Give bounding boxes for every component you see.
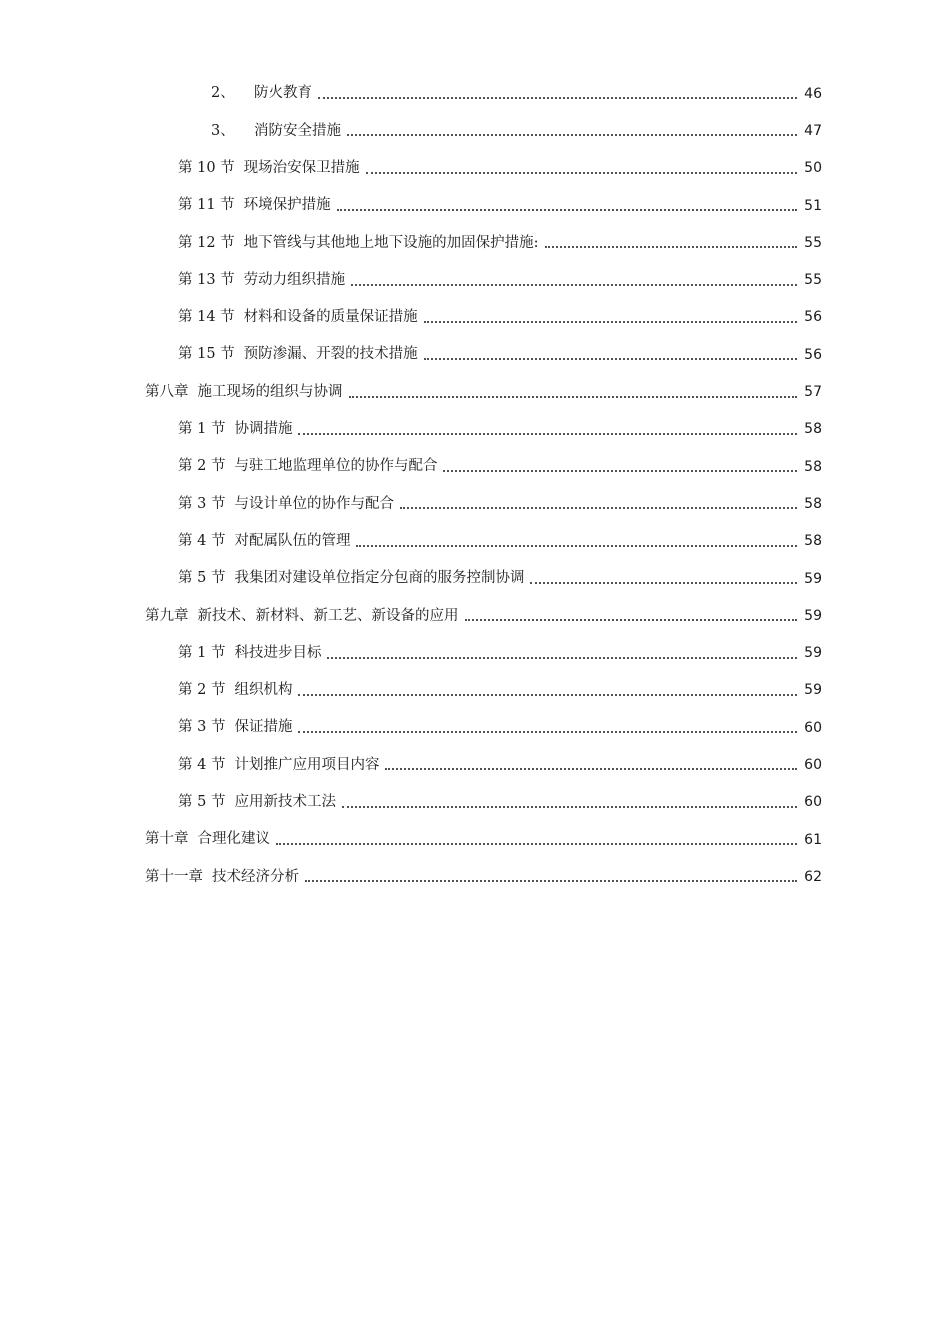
dot-leader — [356, 544, 797, 547]
toc-entry-number: 第 4 节 — [178, 756, 226, 773]
toc-entry-number: 第 1 节 — [178, 644, 226, 661]
toc-entry-title: 合理化建议 — [197, 831, 270, 848]
toc-entry-number: 第十章 — [145, 831, 189, 848]
toc-entry-page: 57 — [804, 384, 822, 401]
dot-leader — [424, 357, 797, 360]
toc-entry-label — [145, 385, 343, 400]
toc-entry-number: 第 1 节 — [178, 421, 226, 438]
toc-entry[interactable] — [0, 150, 950, 187]
toc-entry-page: 59 — [804, 570, 822, 587]
toc-entry-number: 第 12 节 — [178, 234, 235, 251]
toc-entry-title: 施工现场的组织与协调 — [197, 383, 343, 400]
toc-entry-label — [178, 347, 418, 362]
toc-entry-number: 第 14 节 — [178, 309, 235, 326]
toc-entry-number: 3、 — [211, 122, 235, 139]
toc-entry-page: 58 — [804, 421, 822, 438]
toc-entry-page: 60 — [804, 794, 822, 811]
dot-leader — [298, 730, 797, 733]
toc-entry-number: 第 13 节 — [178, 271, 235, 288]
toc-entry-page: 58 — [804, 533, 822, 550]
table-of-contents — [0, 75, 950, 896]
dot-leader — [465, 618, 798, 621]
toc-entry-page: 56 — [804, 346, 822, 363]
toc-entry-page: 59 — [804, 645, 822, 662]
dot-leader — [366, 171, 797, 174]
toc-entry-page: 46 — [804, 85, 822, 102]
toc-entry[interactable] — [0, 224, 950, 261]
toc-entry[interactable] — [0, 597, 950, 634]
dot-leader — [443, 469, 797, 472]
toc-entry-label — [145, 870, 299, 885]
toc-entry-label — [178, 534, 350, 549]
toc-entry-title: 现场治安保卫措施 — [243, 159, 360, 176]
toc-entry-title: 计划推广应用项目内容 — [234, 756, 380, 773]
toc-entry-page: 60 — [804, 756, 822, 773]
toc-entry-number: 第 3 节 — [178, 495, 226, 512]
toc-entry-number: 第 15 节 — [178, 346, 235, 363]
toc-entry-label — [178, 310, 418, 325]
toc-entry-label — [145, 609, 459, 624]
toc-entry-title: 应用新技术工法 — [234, 794, 336, 811]
toc-entry-label — [178, 795, 336, 810]
dot-leader — [298, 432, 797, 435]
toc-entry-page: 56 — [804, 309, 822, 326]
toc-entry-label — [178, 422, 292, 437]
toc-entry-label — [178, 758, 379, 773]
toc-entry[interactable] — [0, 821, 950, 858]
toc-entry-title: 组织机构 — [234, 682, 293, 699]
toc-entry-title: 技术经济分析 — [212, 868, 299, 885]
toc-entry-page: 60 — [804, 719, 822, 736]
toc-entry-label — [178, 497, 394, 512]
toc-entry-page: 58 — [804, 495, 822, 512]
toc-entry[interactable] — [0, 187, 950, 224]
toc-entry-number: 第 2 节 — [178, 682, 226, 699]
toc-entry-label — [178, 459, 437, 474]
toc-entry[interactable] — [0, 261, 950, 298]
dot-leader — [349, 395, 798, 398]
toc-entry-title: 劳动力组织措施 — [243, 271, 346, 288]
dot-leader — [385, 767, 797, 770]
toc-entry-title: 地下管线与其他地上地下设施的加固保护措施: — [243, 234, 539, 251]
toc-entry-label — [178, 720, 292, 735]
toc-entry-title: 预防渗漏、开裂的技术措施 — [243, 346, 418, 363]
toc-entry-number: 第 2 节 — [178, 458, 226, 475]
toc-entry[interactable] — [0, 746, 950, 783]
toc-entry-page: 55 — [804, 272, 822, 289]
toc-entry-number: 第 5 节 — [178, 570, 226, 587]
dot-leader — [298, 693, 797, 696]
dot-leader — [347, 133, 797, 136]
toc-entry-number: 第 3 节 — [178, 719, 226, 736]
toc-entry-title: 材料和设备的质量保证措施 — [243, 309, 418, 326]
toc-entry-label — [178, 161, 360, 176]
dot-leader — [351, 283, 797, 286]
toc-entry-number: 第 10 节 — [178, 159, 235, 176]
toc-entry-number: 2、 — [211, 85, 235, 102]
toc-entry[interactable] — [0, 485, 950, 522]
toc-entry-title: 防火教育 — [254, 85, 312, 102]
toc-entry-label — [211, 124, 341, 139]
toc-entry-label — [178, 646, 321, 661]
toc-entry-title: 与驻工地监理单位的协作与配合 — [234, 458, 438, 475]
toc-entry-number: 第 5 节 — [178, 794, 226, 811]
dot-leader — [318, 96, 797, 99]
dot-leader — [424, 320, 797, 323]
dot-leader — [305, 879, 797, 882]
toc-entry[interactable] — [0, 299, 950, 336]
dot-leader — [545, 245, 797, 248]
toc-entry-title: 新技术、新材料、新工艺、新设备的应用 — [197, 607, 459, 624]
dot-leader — [342, 805, 797, 808]
toc-entry-title: 消防安全措施 — [254, 122, 341, 139]
toc-entry-page: 62 — [804, 868, 822, 885]
toc-entry[interactable] — [0, 784, 950, 821]
toc-entry[interactable] — [0, 634, 950, 671]
toc-entry-page: 55 — [804, 234, 822, 251]
toc-entry-title: 协调措施 — [234, 421, 293, 438]
toc-entry-label — [178, 198, 331, 213]
toc-entry-label — [178, 236, 539, 251]
toc-entry[interactable] — [0, 112, 950, 149]
toc-entry-title: 对配属队伍的管理 — [234, 532, 351, 549]
toc-entry[interactable] — [0, 411, 950, 448]
toc-entry[interactable] — [0, 709, 950, 746]
toc-entry-title: 保证措施 — [234, 719, 293, 736]
toc-entry-page: 59 — [804, 682, 822, 699]
toc-entry-label — [211, 86, 312, 101]
toc-entry-number: 第十一章 — [145, 868, 203, 885]
toc-entry-page: 51 — [804, 197, 822, 214]
toc-entry-label — [178, 571, 524, 586]
dot-leader — [337, 208, 797, 211]
toc-entry-number: 第 4 节 — [178, 532, 226, 549]
toc-entry-number: 第 11 节 — [178, 197, 235, 214]
toc-entry[interactable] — [0, 560, 950, 597]
toc-entry-number: 第九章 — [145, 607, 189, 624]
toc-entry-title: 科技进步目标 — [234, 644, 322, 661]
toc-entry[interactable] — [0, 75, 950, 112]
dot-leader — [276, 842, 797, 845]
toc-entry-number: 第八章 — [145, 383, 189, 400]
toc-entry-page: 61 — [804, 831, 822, 848]
toc-entry-page: 58 — [804, 458, 822, 475]
toc-entry[interactable] — [0, 373, 950, 410]
dot-leader — [530, 581, 797, 584]
toc-entry-title: 我集团对建设单位指定分包商的服务控制协调 — [234, 570, 525, 587]
toc-entry-title: 与设计单位的协作与配合 — [234, 495, 394, 512]
toc-entry-page: 47 — [804, 122, 822, 139]
toc-entry[interactable] — [0, 448, 950, 485]
toc-entry-page: 59 — [804, 607, 822, 624]
toc-entry[interactable] — [0, 858, 950, 895]
toc-entry[interactable] — [0, 336, 950, 373]
toc-entry-label — [178, 683, 292, 698]
toc-entry[interactable] — [0, 523, 950, 560]
toc-entry-label — [178, 273, 345, 288]
toc-entry-page: 50 — [804, 160, 822, 177]
dot-leader — [327, 656, 797, 659]
toc-entry-title: 环境保护措施 — [243, 197, 331, 214]
toc-entry[interactable] — [0, 672, 950, 709]
dot-leader — [400, 506, 797, 509]
toc-entry-label — [145, 832, 270, 847]
